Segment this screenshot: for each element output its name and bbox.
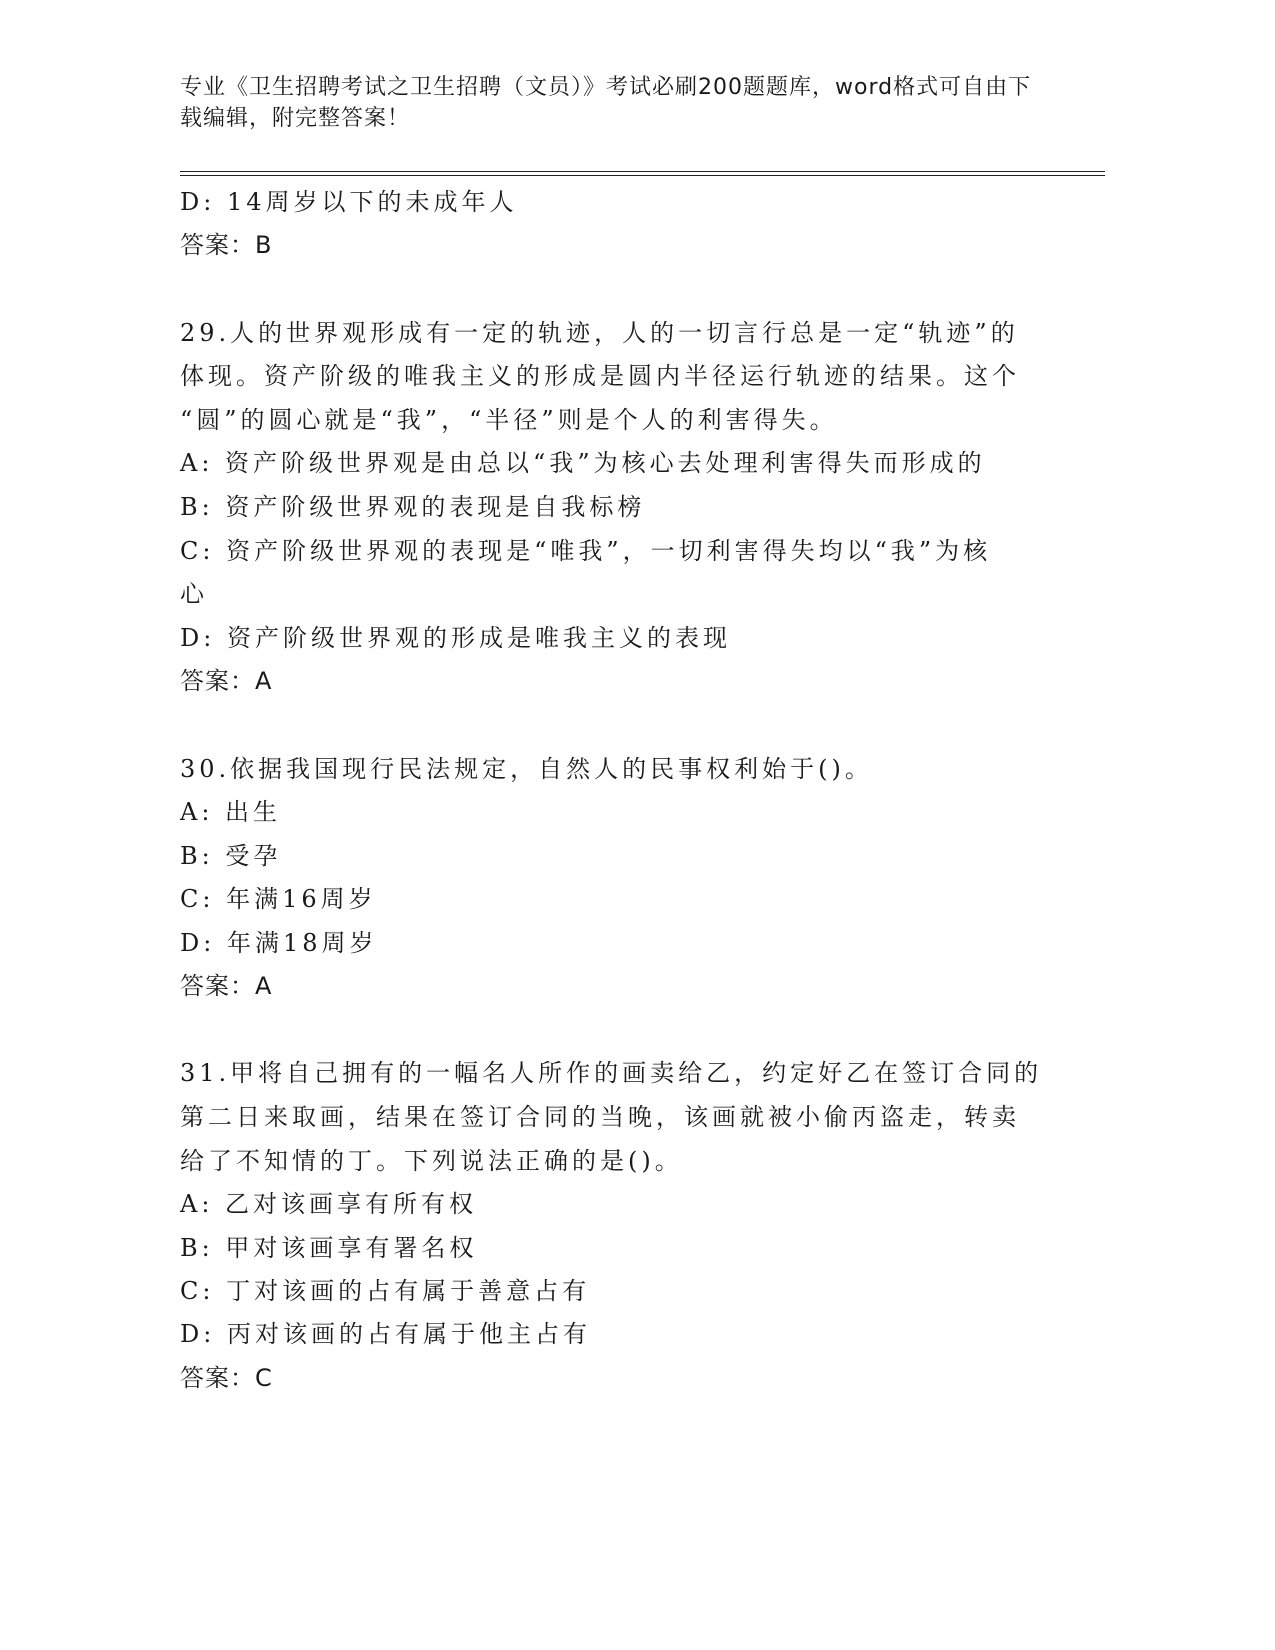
question-31-option-b: B: 甲对该画享有署名权 bbox=[180, 1234, 478, 1262]
question-31-stem-line-1: 31.甲将自己拥有的一幅名人所作的画卖给乙，约定好乙在签订合同的 bbox=[180, 1059, 1043, 1087]
header-divider-top bbox=[180, 171, 1105, 172]
question-29-option-d: D: 资产阶级世界观的形成是唯我主义的表现 bbox=[180, 624, 731, 652]
question-31-answer: 答案：C bbox=[180, 1364, 273, 1392]
question-28-option-d: D: 14周岁以下的未成年人 bbox=[180, 188, 518, 216]
question-31-option-a: A: 乙对该画享有所有权 bbox=[180, 1190, 478, 1218]
question-28-answer: 答案：B bbox=[180, 231, 273, 259]
question-30-option-d: D: 年满18周岁 bbox=[180, 929, 378, 957]
question-30-stem: 30.依据我国现行民法规定，自然人的民事权利始于()。 bbox=[180, 755, 873, 783]
question-29-answer: 答案：A bbox=[180, 667, 273, 695]
question-30-option-a: A: 出生 bbox=[180, 798, 282, 826]
question-29-option-c: C: 资产阶级世界观的表现是“唯我”，一切利害得失均以“我”为核 bbox=[180, 537, 992, 565]
question-30-answer: 答案：A bbox=[180, 972, 273, 1000]
question-29-option-c-cont: 心 bbox=[180, 580, 208, 608]
question-29-stem-line-1: 29.人的世界观形成有一定的轨迹，人的一切言行总是一定“轨迹”的 bbox=[180, 319, 1019, 347]
question-31-stem-line-2: 第二日来取画，结果在签订合同的当晚，该画就被小偷丙盗走，转卖 bbox=[180, 1103, 1020, 1131]
question-31-option-c: C: 丁对该画的占有属于善意占有 bbox=[180, 1277, 591, 1305]
question-31-stem-line-3: 给了不知情的丁。下列说法正确的是()。 bbox=[180, 1147, 683, 1175]
question-30-option-c: C: 年满16周岁 bbox=[180, 885, 377, 913]
header-divider-bottom bbox=[180, 175, 1105, 176]
question-29-stem-line-3: “圆”的圆心就是“我”，“半径”则是个人的利害得失。 bbox=[180, 406, 838, 434]
question-30-option-b: B: 受孕 bbox=[180, 842, 282, 870]
document-header: 专业《卫生招聘考试之卫生招聘（文员）》考试必刷200题题库，word格式可自由下载编辑，附完整答案！ bbox=[180, 75, 1032, 131]
question-29-option-a: A: 资产阶级世界观是由总以“我”为核心去处理利害得失而形成的 bbox=[180, 449, 986, 477]
question-29-option-b: B: 资产阶级世界观的表现是自我标榜 bbox=[180, 493, 646, 521]
question-31-option-d: D: 丙对该画的占有属于他主占有 bbox=[180, 1320, 591, 1348]
question-29-stem-line-2: 体现。资产阶级的唯我主义的形成是圆内半径运行轨迹的结果。这个 bbox=[180, 362, 1020, 390]
